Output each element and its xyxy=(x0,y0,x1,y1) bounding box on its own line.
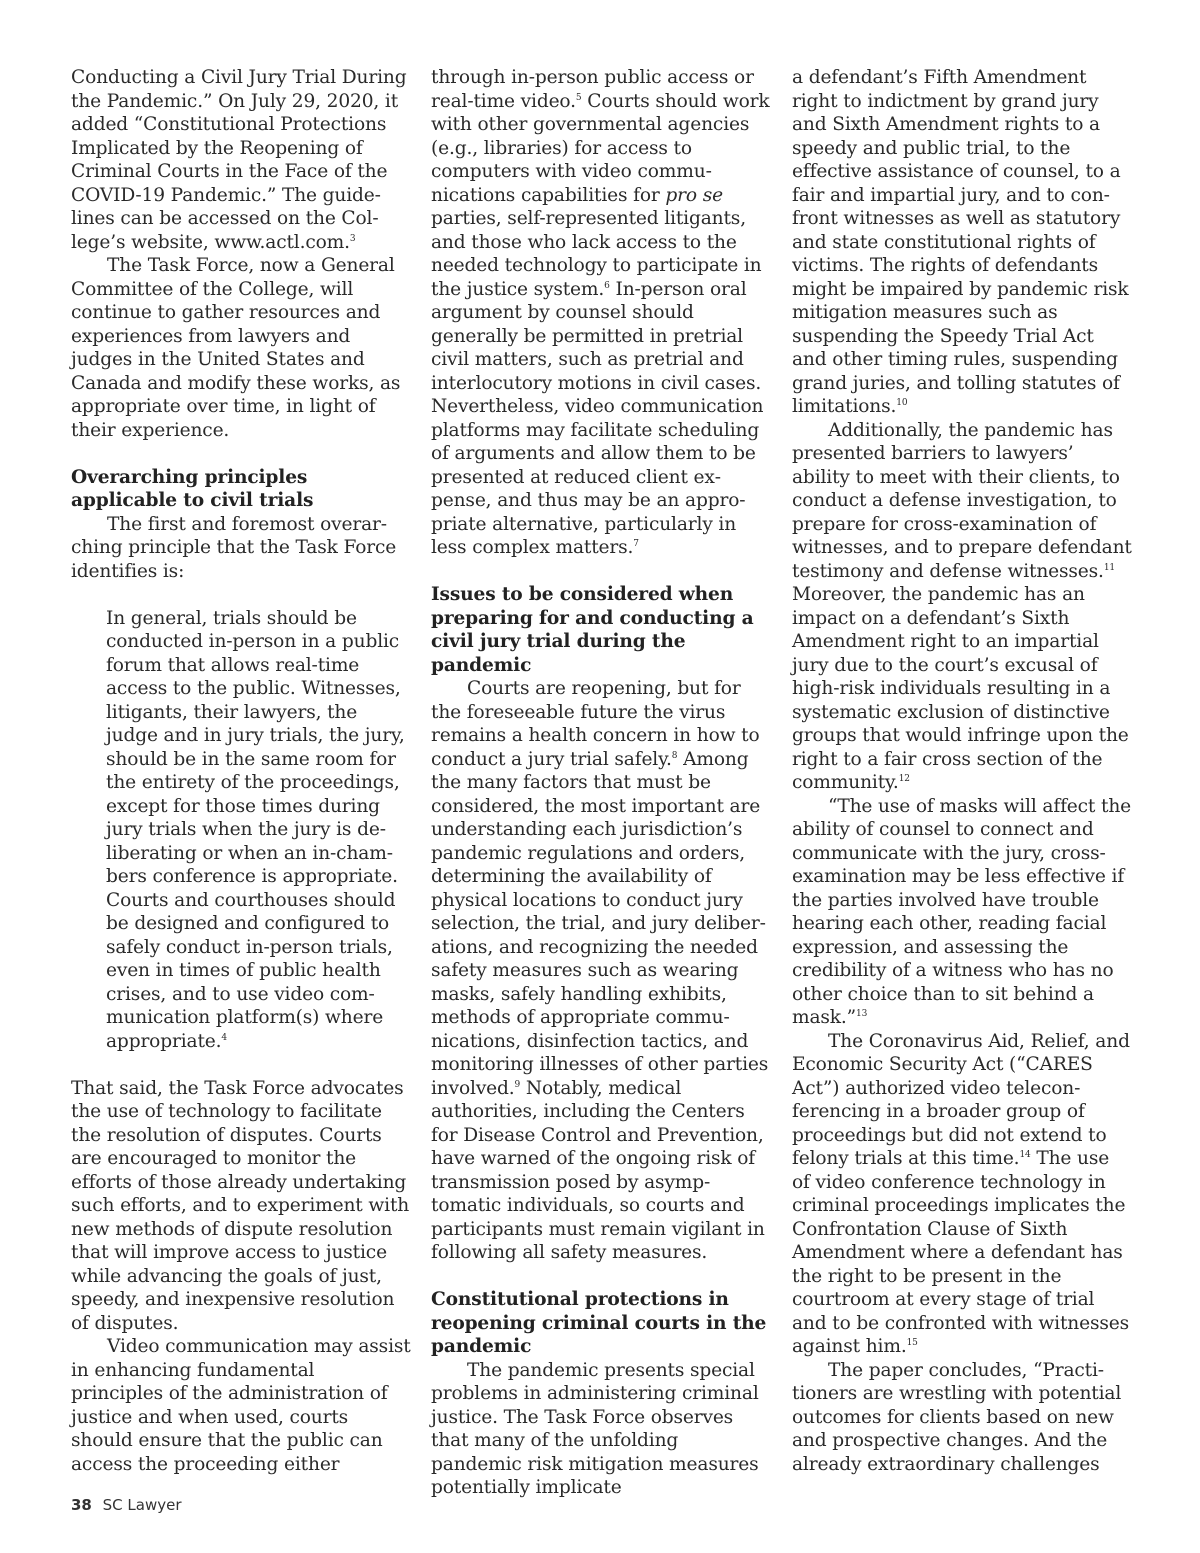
paragraph: The pandemic presents special problems in administering criminal justice. The Task Force observes that many of the unfolding pandemic risk mitigation measures potentially implicate xyxy=(431,1359,759,1498)
paragraph: “The use of masks will affect the ability of counsel to connect and communicate with the jury, cross-examination may be less effective if the parties involved have trouble hearing each other, reading facial expression, and assessing the credibility of a witness who has no other choice than to sit behind a mask.”$^{13}$ xyxy=(792,795,1132,1028)
paragraph: through in-person public access or real-time video.$^5$ Courts should work with other governmental agencies (e.g., libraries) for access to computers with video communications capabilities for pro se parties, self-represented litigants, and those who lack access to the needed technology to participate in the justice system.$^6$ In-person oral argument by counsel should generally be permitted in pretrial civil matters, such as pretrial and interlocutory motions in civil cases. Nevertheless, video communication platforms may facilitate scheduling of arguments and allow them to be presented at reduced client expense, and thus may be an appropriate alternative, particularly in less complex matters.$^7$ xyxy=(431,67,770,558)
footnote-ref: 3 xyxy=(349,233,356,244)
section-heading: Issues to be considered when preparing for and conducting a civil jury trial during the pandemic xyxy=(431,584,754,676)
footnote-ref: 11 xyxy=(1103,562,1115,573)
paragraph: The first and foremost overarching principle that the Task Force identifies is: xyxy=(71,513,397,582)
page-footer xyxy=(71,1496,182,1514)
column-1 xyxy=(71,66,411,1476)
footnote-ref: 12 xyxy=(898,774,910,784)
page-number: 38 xyxy=(71,1496,92,1514)
footnote-ref: 15 xyxy=(906,1338,918,1348)
footnote-ref: 7 xyxy=(633,539,639,549)
paragraph: a defendant’s Fifth Amendment right to indictment by grand jury and Sixth Amendment rights to a speedy and public trial, to the effective assistance of counsel, to a fair and impartial jury, and to confront witnesses as well as statutory and state constitutional rights of victims. The rights of defendants might be impaired by pandemic risk mitigation measures such as suspending the Speedy Trial Act and other timing rules, suspending grand juries, and tolling statutes of limitations.$^{10}$ xyxy=(792,67,1129,417)
section-heading: Constitutional protections in reopening criminal courts in the pandemic xyxy=(431,1289,767,1357)
paragraph: Conducting a Civil Jury Trial During the Pandemic.” On July 29, 2020, it added “Constitutional Protections Implicated by the Reopening of Criminal Courts in the Face of the COVID-19 Pandemic.” The guidelines can be accessed on the College’s website, www.actl.com.$^3$ xyxy=(71,67,407,253)
paragraph: Courts are reopening, but for the foreseeable future the virus remains a health concern in how to conduct a jury trial safely.$^8$ Among the many factors that must be considered, the most important are understanding each jurisdiction’s pandemic regulations and orders, determining the availability of physical locations to conduct jury selection, the trial, and jury deliberations, and recognizing the needed safety measures such as wearing masks, safely handling exhibits, methods of appropriate communications, disinfection tactics, and monitoring illnesses of other parties involved.$^9$ Notably, medical authorities, including the Centers for Disease Control and Prevention, have warned of the ongoing risk of transmission posed by asymptomatic individuals, so courts and participants must remain vigilant in following all safety measures. xyxy=(431,678,769,1263)
footnote-ref: 9 xyxy=(514,1079,521,1090)
footnote-ref: 6 xyxy=(604,280,610,291)
column-2 xyxy=(431,66,771,1500)
footnote-ref: 10 xyxy=(896,398,908,408)
paragraph: The Task Force, now a General Committee of the College, will continue to gather resources and experiences from lawyers and judges in the United States and Canada and modify these works, as appropriate over time, in light of their experience. xyxy=(71,255,401,441)
footnote-ref: 4 xyxy=(221,1032,227,1043)
paragraph: Additionally, the pandemic has presented barriers to lawyers’ ability to meet with their clients, to conduct a defense investigation, to prepare for cross-examination of witnesses, and to prepare defendant testimony and defense witnesses.$^{11}$ Moreover, the pandemic has an impact on a defendant’s Sixth Amendment right to an impartial jury due to the court’s excusal of high-risk individuals resulting in a systematic exclusion of distinctive groups that would infringe upon the right to a fair cross section of the community.$^{12}$ xyxy=(792,419,1132,793)
footnote-ref: 13 xyxy=(856,1009,868,1019)
footnote-ref: 8 xyxy=(671,750,678,761)
paragraph: The Coronavirus Aid, Relief, and Economic Security Act (“CARES Act”) authorized video teleconferencing in a broader group of proceedings but did not extend to felony trials at this time.$^{14}$ The use of video conference technology in criminal proceedings implicates the Confrontation Clause of Sixth Amendment where a defendant has the right to be present in the courtroom at every stage of trial and to be confronted with witnesses against him.$^{15}$ xyxy=(792,1030,1130,1357)
block-quote: In general, trials should be conducted in-person in a public forum that allows real-time access to the public. Witnesses, litigants, their lawyers, the judge and in jury trials, the jury, should be in the same room for the entirety of the proceedings, except for those times during jury trials when the jury is deliberating or when an in-chambers conference is appropriate. Courts and courthouses should be designed and configured to safely conduct in-person trials, even in times of public health crises, and to use video communication platform(s) where appropriate.$^4$ xyxy=(106,607,405,1052)
column-3 xyxy=(792,66,1132,1476)
footnote-ref: 14 xyxy=(1019,1150,1031,1160)
section-heading: Overarching principles applicable to civil trials xyxy=(71,466,314,511)
footnote-ref: 5 xyxy=(575,92,582,103)
paragraph: The paper concludes, “Practitioners are wrestling with potential outcomes for clients based on new and prospective changes. And the already extraordinary challenges xyxy=(792,1359,1122,1475)
paragraph: Video communication may assist in enhancing fundamental principles of the administration of justice and when used, courts should ensure that the public can access the proceeding either xyxy=(71,1336,411,1475)
publication-name: SC Lawyer xyxy=(102,1496,182,1514)
paragraph: That said, the Task Force advocates the use of technology to facilitate the resolution of disputes. Courts are encouraged to monitor the efforts of those already undertaking such efforts, and to experiment with new methods of dispute resolution that will improve access to justice while advancing the goals of just, speedy, and inexpensive resolution of disputes. xyxy=(71,1077,410,1334)
